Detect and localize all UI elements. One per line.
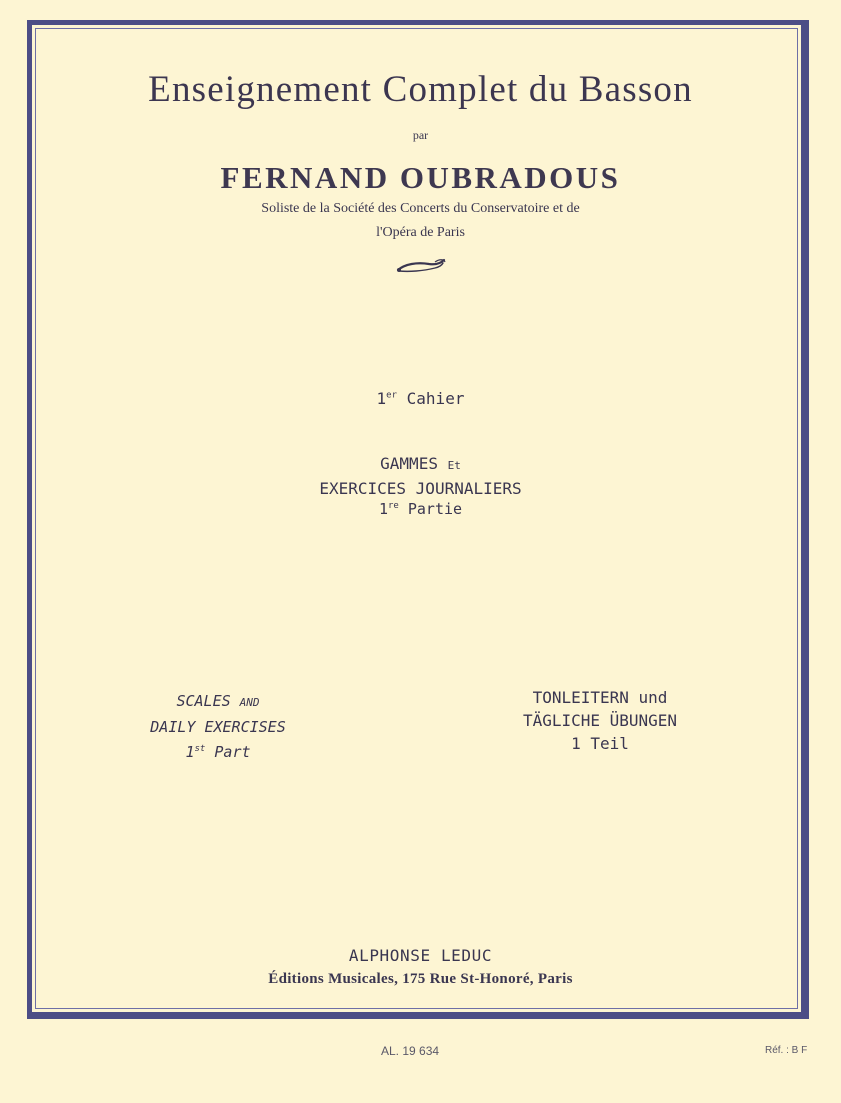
french-part-word: Partie: [407, 500, 463, 518]
flourish-ornament-icon: [395, 257, 447, 275]
english-title-scales: SCALES: [176, 692, 231, 710]
author-name: FERNAND OUBRADOUS: [220, 160, 621, 195]
french-title-gammes: GAMMES: [380, 454, 438, 473]
english-title-line-1: [120, 689, 316, 715]
volume-word: Cahier: [406, 389, 465, 408]
french-part-suffix: re: [387, 501, 399, 511]
english-part-suffix: st: [194, 744, 206, 754]
french-part-label: [0, 500, 841, 518]
reference-label: Réf. : B F: [765, 1045, 808, 1056]
catalog-code: AL. 19 634: [381, 1044, 440, 1058]
english-title-and: AND: [239, 696, 260, 709]
german-title-line-2: TÄGLICHE ÜBUNGEN: [522, 711, 678, 730]
german-part-label: 1 Teil: [571, 734, 629, 753]
page-title: Enseignement Complet du Basson: [148, 69, 693, 110]
volume-number: 1: [376, 389, 387, 408]
volume-label: [0, 389, 841, 408]
by-label: par: [412, 128, 429, 142]
english-part-word: Part: [214, 743, 251, 761]
volume-number-suffix: er: [386, 390, 398, 401]
english-title-block: [120, 689, 316, 765]
english-title-line-2: DAILY EXERCISES: [150, 718, 286, 736]
publisher-name: ALPHONSE LEDUC: [348, 946, 493, 965]
english-part-number: 1: [185, 743, 195, 761]
french-part-number: 1: [378, 500, 388, 518]
german-title-block: [470, 686, 730, 755]
french-title-line-2: EXERCICES JOURNALIERS: [319, 479, 522, 498]
german-title-line-1: TONLEITERN und: [532, 688, 668, 707]
french-title-et: Et: [447, 459, 461, 472]
publisher-address: Éditions Musicales, 175 Rue St-Honoré, Paris: [268, 971, 573, 987]
french-title-line-1: [0, 454, 841, 473]
author-credit-line-2: l'Opéra de Paris: [376, 225, 465, 240]
english-part-label: [120, 740, 316, 765]
author-credit-line-1: Soliste de la Société des Concerts du Conservatoire et de: [261, 201, 580, 216]
